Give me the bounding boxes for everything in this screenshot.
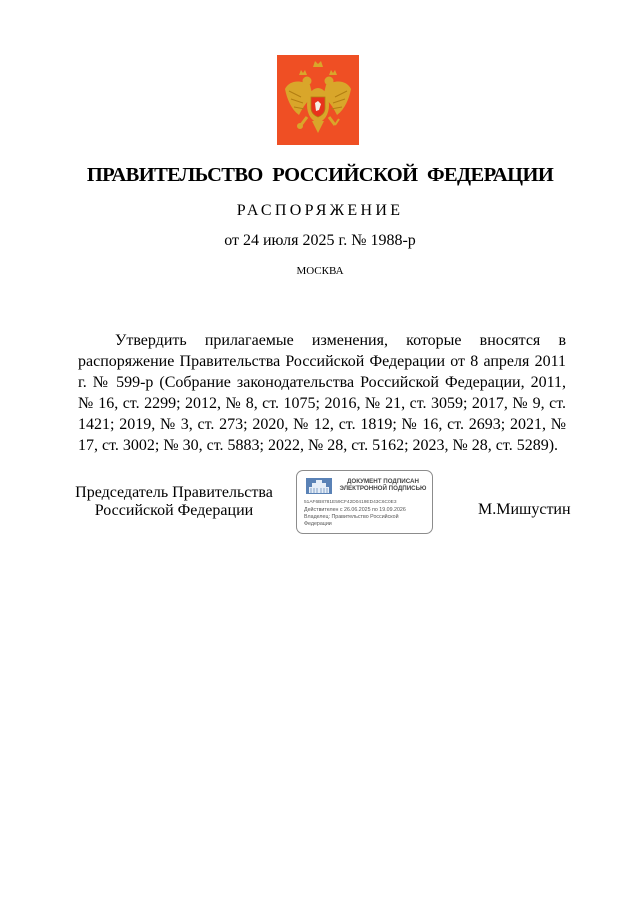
document-city: МОСКВА [296, 265, 344, 277]
signer-position-line2: Российской Федерации [94, 502, 254, 519]
coat-of-arms-emblem [277, 55, 359, 145]
order-paragraph: Утвердить прилагаемые изменения, которые вносятся в распоряжение Правительства Российской Федерации от 8 апреля 2011 г. № 599-р (Собрание законодательства Российской Федерации, 2011, № 16, ст. 2299; 2012, № 8, ст. 1075; 2016, № 21, ст. 3059; 2017, № 9, ст. 1421; 2019, № 3, ст. 273; 2020, № 12, ст. 1819; № 16, ст. 2693; 2021, № 17, ст. 3002; № 30, ст. 5883; 2022, № 28, ст. 5162; 2023, № 28, ст. 5289). [78, 332, 566, 454]
electronic-signature-stamp [296, 470, 433, 534]
signer-name: М.Мишустин [478, 501, 571, 518]
signer-position [74, 484, 274, 520]
stamp-validity: Действителен с 26.06.2025 по 19.09.2026 [304, 507, 406, 513]
document-date-number: от 24 июля 2025 г. № 1988-р [224, 232, 416, 249]
stamp-heading [335, 478, 431, 493]
document-type: РАСПОРЯЖЕНИЕ [236, 202, 404, 219]
stamp-title-line2: ЭЛЕКТРОННОЙ ПОДПИСЬЮ [339, 485, 427, 493]
stamp-certificate: 51AF6B8781E59CF42D0419ED43C6C0E3 [304, 500, 397, 505]
government-title: ПРАВИТЕЛЬСТВО РОССИЙСКОЙ ФЕДЕРАЦИИ [86, 164, 554, 186]
signer-position-line1: Председатель Правительства [75, 484, 273, 501]
stamp-title-line1: ДОКУМЕНТ ПОДПИСАН [347, 478, 419, 485]
stamp-owner: Владелец: Правительство Российской Федерации [304, 514, 399, 527]
government-building-icon [306, 478, 332, 494]
